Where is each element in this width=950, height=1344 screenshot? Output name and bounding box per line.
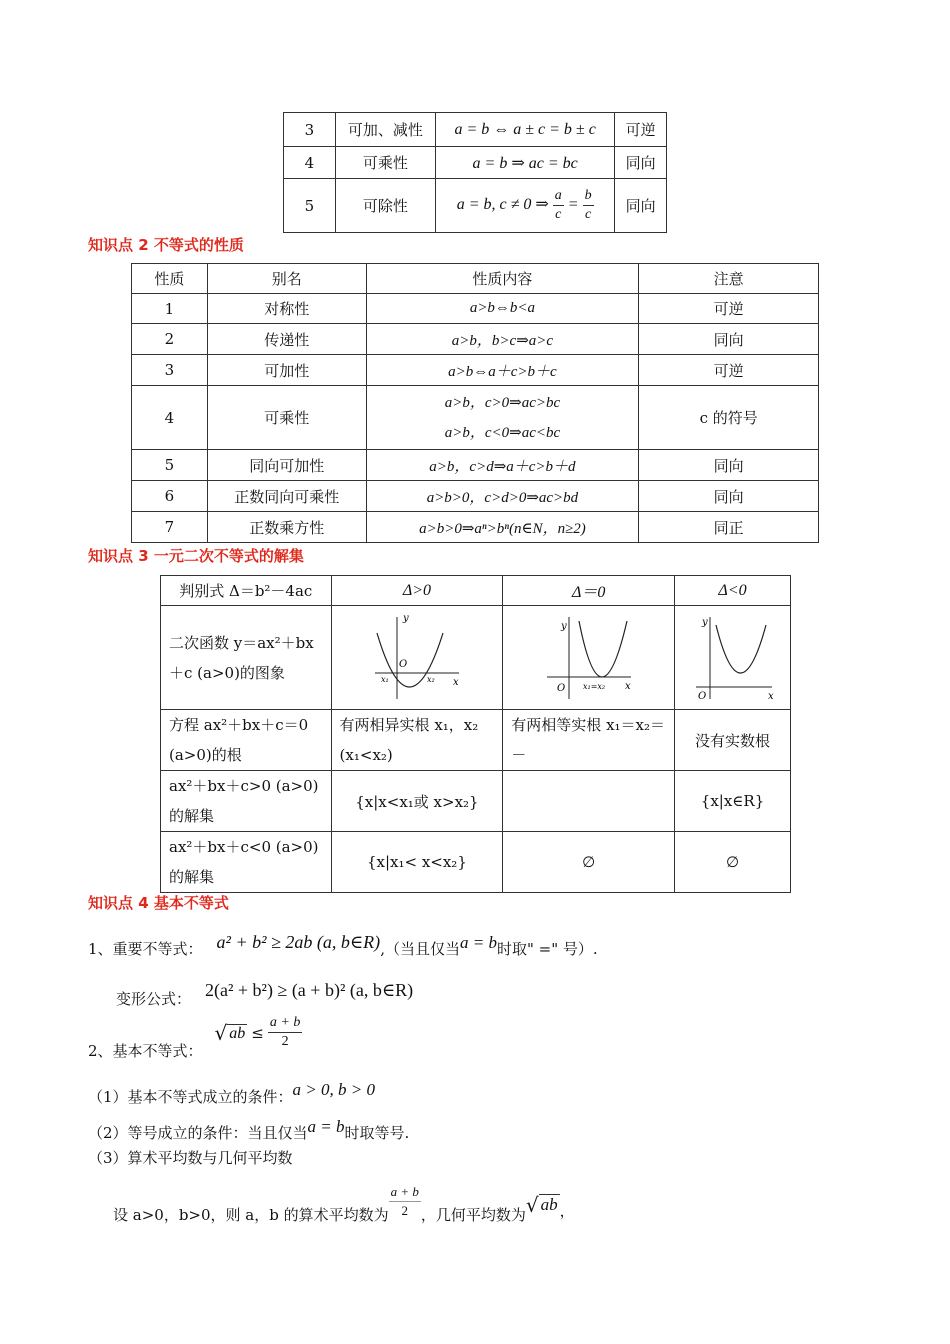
parabola-one-root-graph [539,611,639,701]
section-heading-2: 知识点 2 不等式的性质 [88,236,244,254]
cell-note: 同向 [639,481,819,512]
basic-inequality-formula [215,1014,303,1051]
cell-name: 可乘性 [335,147,435,179]
cell-num: 7 [132,512,208,543]
cond2-label-pre: （2）等号成立的条件：当且仅当 [88,1124,308,1142]
table-row [132,355,819,386]
cell-num: 5 [284,179,336,233]
cell-name: 可加、减性 [335,113,435,147]
inequality-properties-table [131,263,819,543]
table-row [284,179,667,233]
y-label: y [402,612,409,624]
sqrt-radicand: ab [229,1024,246,1042]
solution-lt-one-root: ∅ [503,832,675,893]
table-row [161,710,791,771]
row-label-greater: ax²＋bx＋c>0 (a>0)的解集 [161,771,332,832]
cell-num: 6 [132,481,208,512]
table-header-row [161,576,791,606]
header-delta-negative: Δ<0 [675,576,791,606]
means-line [113,1178,575,1225]
frac-den: 2 [281,1034,289,1049]
cell-content: a>b⇔a＋c>b＋c [366,355,639,386]
x-label: x [624,680,631,692]
equals-sign: = [567,196,579,214]
table-row [132,294,819,324]
y-label: y [701,616,708,628]
cell-note: 同向 [639,324,819,355]
cell-note: 同正 [639,512,819,543]
top-properties-table [283,112,667,233]
row-label-less: ax²＋bx＋c<0 (a>0)的解集 [161,832,332,893]
cell-content: a>b>0，c>d>0⇒ac>bd [366,481,639,512]
item1-formula: a² + b² ≥ 2ab (a, b∈R) [216,932,381,952]
origin-label: O [556,682,565,694]
cell-content [435,179,614,233]
frac-den: c [584,207,592,222]
division-premise: a = b, c ≠ 0 ⇒ [456,196,549,214]
frac-den: 2 [401,1203,409,1218]
table-row [132,450,819,481]
frac-num: a + b [268,1014,302,1033]
cell-num: 4 [132,386,208,450]
solution-gt-two-roots: {x|x<x₁或 x>x₂} [331,771,503,832]
solution-lt-no-root: ∅ [675,832,791,893]
graph-cell-two-roots [331,606,503,710]
table-row [161,606,791,710]
fraction-a-over-c [553,187,564,224]
content-line-2: a>b，c<0⇒ac<bc [444,424,561,441]
table-row [132,324,819,355]
cell-content: a>b⇔b<a [366,294,639,324]
cell-num: 4 [284,147,336,179]
condition-1-line [88,1072,375,1107]
table-row [284,147,667,179]
solution-lt-two-roots: {x|x₁< x<x₂} [331,832,503,893]
roots-two-equal: 有两相等实根 x₁＝x₂＝－ [503,710,675,771]
parabola-two-roots-graph [367,611,467,701]
frac-den: c [555,207,562,222]
sqrt-ab [214,1020,248,1045]
header-cell: 注意 [639,264,819,294]
item1-tail-post: 时取" =" 号）. [496,940,598,958]
item1-tail-math: a = b [459,932,497,952]
cell-name: 可加性 [207,355,366,386]
cell-num: 3 [284,113,336,147]
x-label: x [767,690,774,701]
row-label-graph: 二次函数 y＝ax²＋bx＋c (a>0)的图象 [161,606,332,710]
graph-cell-no-root [675,606,791,710]
graph-cell-one-root [503,606,675,710]
table-row [161,832,791,893]
cell-note: 同向 [639,450,819,481]
frac-num: b [583,187,594,206]
header-cell: 别名 [207,264,366,294]
le-sign: ≤ [251,1023,264,1042]
sqrt-icon: √ [525,1193,539,1217]
cell-note: c 的符号 [639,386,819,450]
x1-label: x₁ [380,674,389,684]
origin-label: O [697,690,706,701]
cell-note: 同向 [615,147,667,179]
roots-none: 没有实数根 [675,710,791,771]
frac-num: a + b [389,1183,421,1202]
cell-num: 1 [132,294,208,324]
cell-content: a>b，b>c⇒a>c [366,324,639,355]
parabola-curve [579,621,627,677]
cell-note: 可逆 [639,355,819,386]
header-cell: 性质 [132,264,208,294]
important-inequality-line [88,926,598,959]
cell-name: 同向可加性 [207,450,366,481]
table-row [132,512,819,543]
table-header-row [132,264,819,294]
row-label-roots: 方程 ax²＋bx＋c＝0 (a>0)的根 [161,710,332,771]
sqrt-radicand: ab [540,1195,558,1214]
parabola-no-root-graph [688,611,778,701]
variant-formula: 2(a² + b²) ≥ (a + b)² (a, b∈R) [205,980,414,1000]
x1-equals-x2-label: x₁=x₂ [582,681,605,691]
item1-label: 1、重要不等式： [88,940,203,958]
cond2-label-post: 时取等号. [344,1124,410,1142]
origin-label: O [398,658,408,670]
section-heading-3: 知识点 3 一元二次不等式的解集 [88,547,304,565]
cell-content: a = b ⇔ a ± c = b ± c [435,113,614,147]
arithmetic-mean-fraction [389,1183,421,1220]
item1-tail-pre: ,（当且仅当 [380,940,460,958]
sqrt-icon: √ [214,1020,228,1045]
basic-inequality-line [88,1014,302,1061]
header-cell: 性质内容 [366,264,639,294]
parabola-curve [716,625,766,673]
x2-label: x₂ [426,674,435,684]
solution-gt-no-root: {x|x∈R} [675,771,791,832]
cell-num: 2 [132,324,208,355]
content-line-1: a>b，c>0⇒ac>bc [444,394,561,411]
section-heading-4: 知识点 4 基本不等式 [88,894,229,912]
cell-name: 正数同向可乘性 [207,481,366,512]
variant-formula-line [116,972,413,1009]
cell-note: 同向 [615,179,667,233]
x-label: x [452,676,459,688]
cell-name: 可除性 [335,179,435,233]
cell-note: 可逆 [639,294,819,324]
table-row [161,771,791,832]
cell-content [366,386,639,450]
table-row [132,481,819,512]
fraction-b-over-c [583,187,594,224]
cell-num: 5 [132,450,208,481]
header-delta-zero: Δ＝0 [503,576,675,606]
header-delta-positive: Δ>0 [331,576,503,606]
y-label: y [560,620,567,632]
item2-label: 2、基本不等式： [88,1042,203,1060]
condition-2-line [88,1110,409,1143]
cell-num: 3 [132,355,208,386]
cell-name: 可乘性 [207,386,366,450]
table-row [284,113,667,147]
cond1-label: （1）基本不等式成立的条件： [88,1088,293,1106]
cell-content: a = b ⇒ ac = bc [435,147,614,179]
cond2-math: a = b [307,1116,345,1136]
geometric-mean-sqrt [526,1194,560,1215]
cell-name: 传递性 [207,324,366,355]
table-row [132,386,819,450]
solution-gt-one-root [503,771,675,832]
cell-note: 可逆 [615,113,667,147]
cell-name: 正数乘方性 [207,512,366,543]
frac-num: a [553,187,564,206]
means-text-pre: 设 a>0，b>0，则 a，b 的算术平均数为 [113,1206,389,1224]
fraction-a-plus-b-over-2 [268,1014,302,1051]
roots-two-distinct: 有两相异实根 x₁，x₂ (x₁<x₂) [331,710,503,771]
header-discriminant: 判别式 Δ＝b²－4ac [161,576,332,606]
condition-3-line: （3）算术平均数与几何平均数 [88,1149,293,1167]
means-text-mid: ，几何平均数为 [420,1206,526,1224]
means-text-end: ， [559,1202,575,1220]
cell-content: a>b>0⇒aⁿ>bⁿ(n∈N，n≥2) [366,512,639,543]
cond1-math: a > 0, b > 0 [292,1079,375,1099]
quadratic-solution-table [160,575,791,893]
cell-name: 对称性 [207,294,366,324]
cell-content: a>b，c>d⇒a＋c>b＋d [366,450,639,481]
variant-label: 变形公式： [116,990,192,1008]
